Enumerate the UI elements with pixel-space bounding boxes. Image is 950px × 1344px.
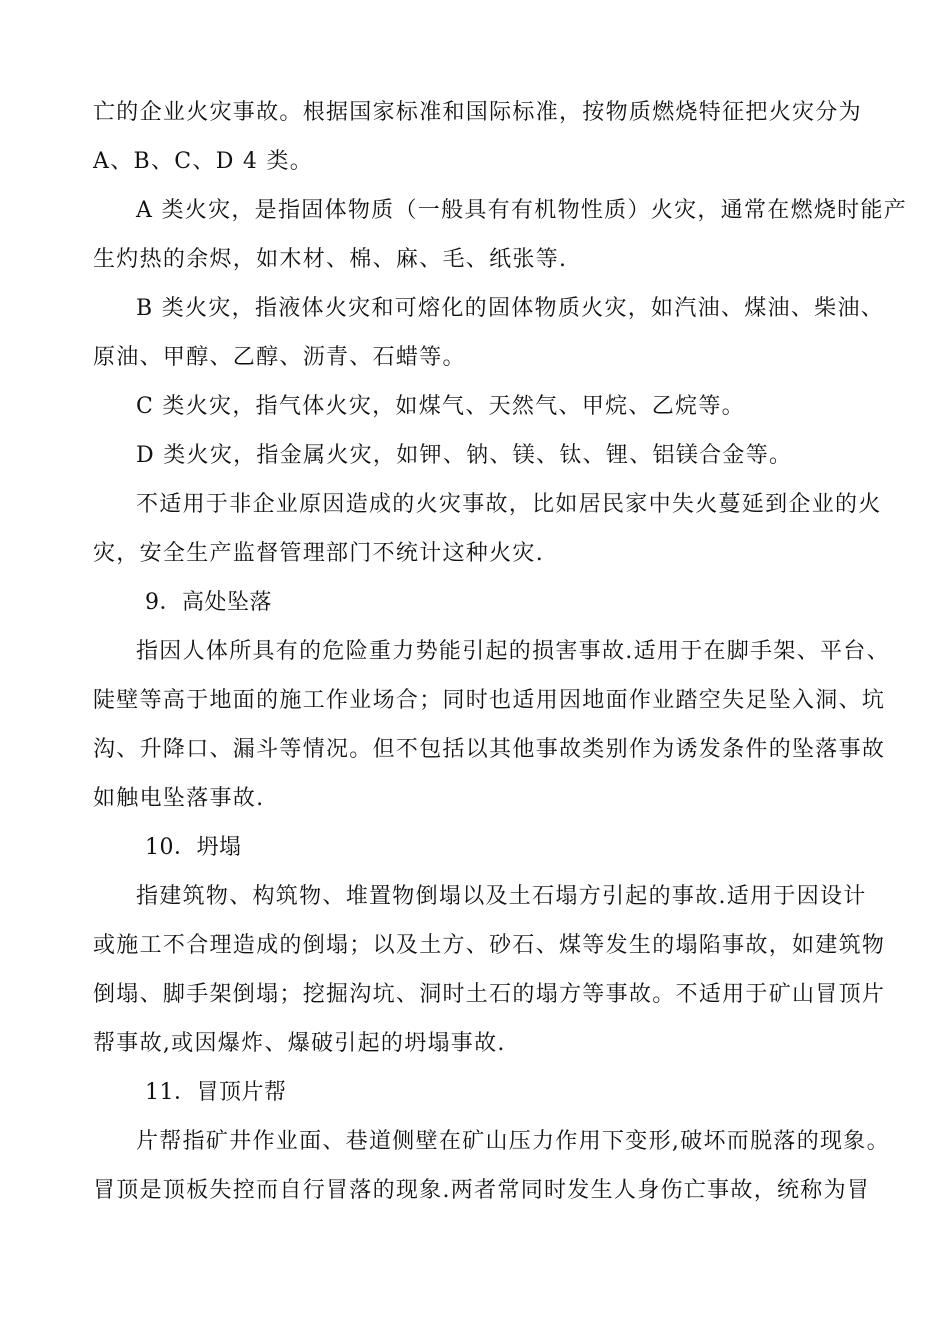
- text-line: A、B、C、D 4 类。: [93, 149, 314, 174]
- text-line: 如触电坠落事故.: [93, 786, 265, 811]
- document-page: [93, 88, 908, 1215]
- paragraph-a-class-fire: A 类火灾，是指固体物质（一般具有有机物性质）火灾，通常在燃烧时能产: [136, 198, 908, 223]
- text-line: 灾，安全生产监督管理部门不统计这种火灾.: [93, 541, 544, 566]
- text-line: 陡壁等高于地面的施工作业场合；同时也适用因地面作业踏空失足坠入洞、坑: [93, 688, 886, 713]
- paragraph-not-applicable: 不适用于非企业原因造成的火灾事故，比如居民家中失火蔓延到企业的火: [136, 492, 882, 517]
- paragraph-roof-fall: 片帮指矿井作业面、巷道侧壁在矿山压力作用下变形,破坏而脱落的现象。: [136, 1129, 890, 1154]
- text-line: 沟、升降口、漏斗等情况。但不包括以其他事故类别作为诱发条件的坠落事故: [93, 737, 886, 762]
- paragraph-d-class-fire: D 类火灾，指金属火灾，如钾、钠、镁、钛、锂、铝镁合金等。: [136, 443, 793, 468]
- text-line: 帮事故,或因爆炸、爆破引起的坍塌事故.: [93, 1031, 506, 1056]
- text-line: 原油、甲醇、乙醇、沥青、石蜡等。: [93, 345, 466, 370]
- paragraph-c-class-fire: C 类火灾，指气体火灾，如煤气、天然气、甲烷、乙烷等。: [136, 394, 745, 419]
- paragraph-b-class-fire: B 类火灾，指液体火灾和可熔化的固体物质火灾，如汽油、煤油、柴油、: [136, 296, 885, 321]
- text-line: 倒塌、脚手架倒塌；挖掘沟坑、洞时土石的塌方等事故。不适用于矿山冒顶片: [93, 982, 886, 1007]
- paragraph-collapse: 指建筑物、构筑物、堆置物倒塌以及土石塌方引起的事故.适用于因设计: [136, 884, 867, 909]
- section-heading-falling: 9．高处坠落: [145, 590, 272, 615]
- section-heading-collapse: 10．坍塌: [145, 835, 242, 860]
- paragraph-falling: 指因人体所具有的危险重力势能引起的损害事故.适用于在脚手架、平台、: [136, 639, 890, 664]
- text-line: 或施工不合理造成的倒塌；以及土方、砂石、煤等发生的塌陷事故，如建筑物: [93, 933, 886, 958]
- text-line: 生灼热的余烬，如木材、棉、麻、毛、纸张等.: [93, 247, 568, 272]
- text-line: 冒顶是顶板失控而自行冒落的现象.两者常同时发生人身伤亡事故，统称为冒: [93, 1178, 871, 1203]
- section-heading-roof-fall: 11．冒顶片帮: [145, 1080, 287, 1105]
- text-line: 亡的企业火灾事故。根据国家标准和国际标准，按物质燃烧特征把火灾分为: [93, 100, 862, 125]
